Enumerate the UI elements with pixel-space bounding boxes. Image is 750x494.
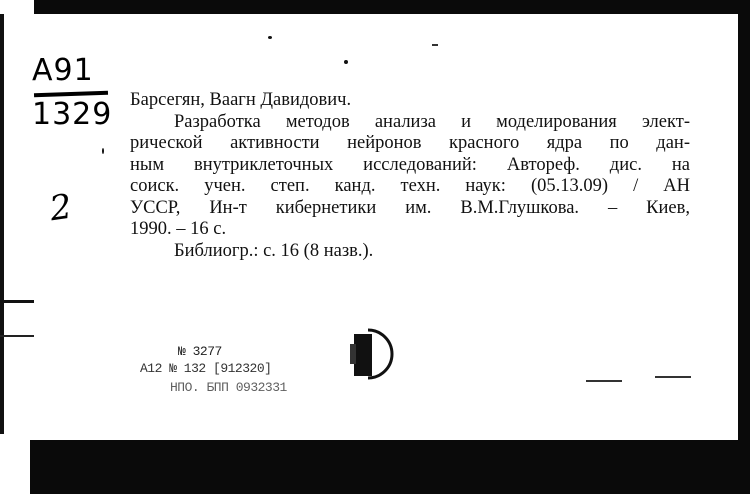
stamp-line: НПО. БПП 0932331 (170, 380, 287, 395)
bibliography-note: Библиогр.: с. 16 (8 назв.). (174, 240, 374, 261)
scan-margin-left (0, 0, 34, 494)
scan-dash (586, 380, 622, 382)
stamp-number: № 3277 (178, 344, 222, 359)
copy-number: 2 (47, 186, 75, 230)
shelfmark-bottom: 1329 (32, 97, 113, 132)
author-heading: Барсегян, Ваагн Давидович. (130, 90, 352, 110)
punch-hole (348, 326, 404, 382)
scan-dash (655, 376, 691, 378)
scan-border-right (738, 0, 750, 494)
shelfmark-top: A91 (32, 53, 94, 88)
card-text (130, 90, 690, 262)
scan-mark-left-2 (0, 335, 34, 337)
title-line: соиск. учен. степ. канд. техн. наук: (05.13.09) / АН (130, 176, 690, 196)
scan-border-top (0, 0, 750, 14)
title-line: УССР, Ин-т кибернетики им. В.М.Глушкова. – Киев, (130, 197, 690, 218)
title-line: ным внутриклеточных исследований: Автореф. дис. на (130, 154, 690, 175)
title-line: рической активности нейронов красного ядра по дан- (130, 133, 690, 153)
scan-speck (102, 148, 104, 154)
scan-mark-left (0, 300, 34, 303)
scan-dash (432, 44, 438, 46)
scan-border-bottom (30, 440, 750, 494)
scan-speck (268, 36, 272, 39)
scan-speck (344, 60, 348, 64)
scan-edge-left (0, 14, 4, 434)
title-line: 1990. – 16 с. (130, 219, 227, 239)
title-line: Разработка методов анализа и моделирования элект- (174, 111, 690, 132)
stamp-line: А12 № 132 [912320] (140, 361, 272, 376)
